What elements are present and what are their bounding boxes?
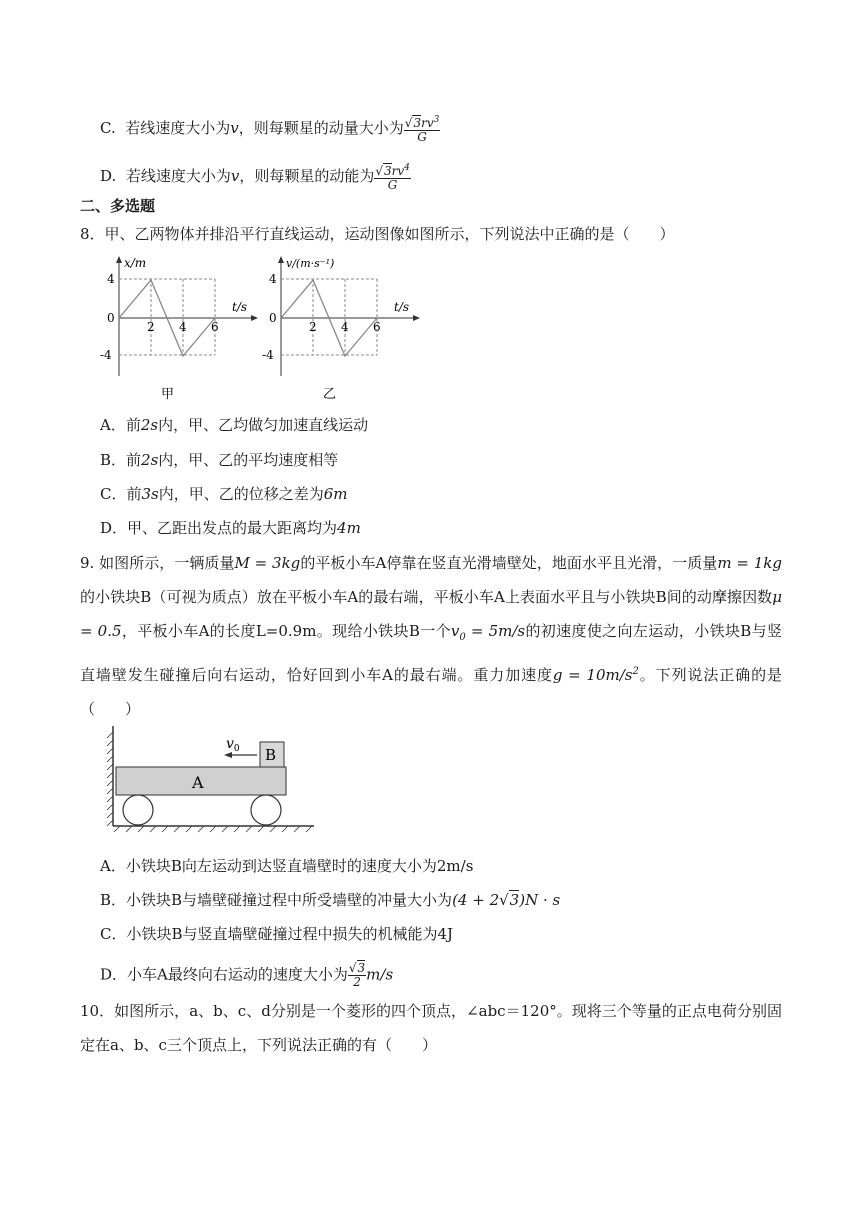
- caption-jia: 甲: [161, 387, 175, 402]
- xtick: 6: [211, 320, 219, 334]
- q8-option-b: B．前2s内，甲、乙的平均速度相等: [100, 451, 339, 469]
- ytick: 4: [269, 272, 277, 286]
- q10-stem: 10．如图所示，a、b、c、d分别是一个菱形的四个顶点，∠abc＝120°。现将三个等量的正点电荷分别固定在a、b、c三个顶点上，下列说法正确的有（ ）: [80, 1002, 782, 1054]
- ylabel-yi: v/(m·s⁻¹): [286, 257, 335, 270]
- q8-option-d: D．甲、乙距出发点的最大距离均为4m: [100, 519, 361, 537]
- q8-stem: 8．甲、乙两物体并排沿平行直线运动，运动图像如图所示，下列说法中正确的是（ ）: [80, 225, 675, 243]
- fraction: $\frac{√3rv^4}{G}$: [375, 163, 410, 192]
- ytick: 0: [269, 311, 277, 325]
- caption-yi: 乙: [323, 387, 337, 402]
- q9-option-c: C．小铁块B与竖直墙壁碰撞过程中损失的机械能为4J: [100, 925, 454, 943]
- q7-option-d: D. 若线速度大小为v，则每颗星的动能为 $\frac{√3rv^4}{G}$: [100, 163, 410, 192]
- graph-yi: [262, 256, 420, 402]
- xlabel-yi: t/s: [394, 300, 410, 314]
- graph-jia: [100, 256, 258, 402]
- v0-label: v: [226, 736, 234, 752]
- ytick: -4: [262, 348, 274, 362]
- label-b: B: [265, 746, 277, 764]
- ylabel-jia: x/m: [124, 256, 147, 270]
- fraction: $\frac{√3rv^3}{G}$: [404, 115, 440, 144]
- xtick: 6: [373, 320, 381, 334]
- xtick: 2: [147, 320, 155, 334]
- xtick: 4: [179, 320, 187, 334]
- q9-figure: [104, 722, 324, 834]
- wheel-right: [251, 795, 281, 825]
- ytick: 4: [107, 272, 115, 286]
- xtick: 4: [341, 320, 349, 334]
- q8-option-c: C．前3s内，甲、乙的位移之差为6m: [100, 485, 348, 503]
- v0-sub: 0: [233, 744, 240, 754]
- xlabel-jia: t/s: [232, 300, 248, 314]
- q9-stem: 9. 如图所示，一辆质量M = 3kg的平板小车A停靠在竖直光滑墙壁处，地面水平且光滑，一质量m = 1kg的小铁块B（可视为质点）放在平板小车A的最右端，平板小车A上表面水平且与小铁块B间的动摩擦因数μ = 0.5，平板小车A的长度L=0.9m。现给小铁块B一个$v_0 = 5m/s$的初速度使之向左运动，小铁块B与竖直墙壁发生碰撞后向右运动，恰好回到小车A的最右端。重力加速度$g = 10m/s^2$。下列说法正确的是（ ）: [80, 554, 783, 718]
- xtick: 2: [309, 320, 317, 334]
- svg-text:v0: [226, 736, 240, 754]
- ytick: 0: [107, 311, 115, 325]
- q7-option-c: C. 若线速度大小为v，则每颗星的动量大小为 $\frac{√3rv^3}{G}$: [100, 115, 440, 144]
- q9-option-b: B．小铁块B与墙壁碰撞过程中所受墙壁的冲量大小为(4 + 2√3)N · s: [100, 891, 561, 909]
- q8-option-a: A．前2s内，甲、乙均做匀加速直线运动: [100, 416, 369, 434]
- q9-option-d: D．小车A最终向右运动的速度大小为 $\frac{√3}{2}$ m/s: [100, 961, 394, 989]
- section-heading: 二、多选题: [80, 197, 156, 215]
- label-a: A: [192, 773, 204, 792]
- ytick: -4: [100, 348, 112, 362]
- wheel-left: [123, 795, 153, 825]
- q9-option-a: A．小铁块B向左运动到达竖直墙壁时的速度大小为2m/s: [100, 857, 474, 875]
- q8-graphs: [95, 254, 425, 404]
- fraction: $\frac{√3}{2}$: [348, 961, 366, 989]
